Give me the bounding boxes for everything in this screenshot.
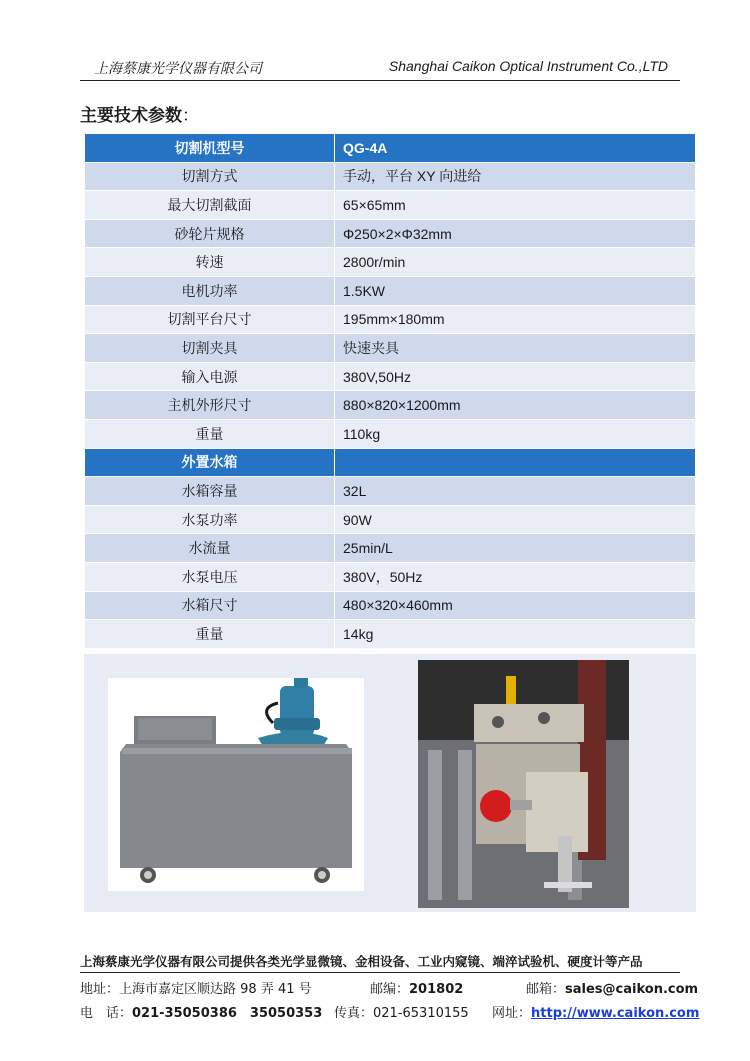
section-title-text: 主要技术参数: [80, 106, 182, 126]
table-row: [85, 334, 696, 363]
spec-label-cell: 最大切割截面: [85, 191, 335, 220]
spec-value-cell: 380V,50Hz: [335, 362, 696, 391]
spec-value-cell: 195mm×180mm: [335, 305, 696, 334]
table-row: [85, 362, 696, 391]
spec-value-cell: 880×820×1200mm: [335, 391, 696, 420]
web-label: 网址：: [492, 1006, 532, 1021]
table-row: [85, 591, 696, 620]
spec-value-cell: 14kg: [335, 620, 696, 649]
table-row: [85, 191, 696, 220]
section-title: [80, 101, 199, 126]
footer-address-row: [80, 975, 699, 997]
spec-label-cell: 重量: [85, 419, 335, 448]
spec-label-cell: 水泵功率: [85, 505, 335, 534]
email-group: [526, 978, 698, 997]
spec-label-cell: 砂轮片规格: [85, 219, 335, 248]
spec-value-cell: 25min/L: [335, 534, 696, 563]
water-tank-photo: [108, 678, 364, 891]
table-row: [85, 505, 696, 534]
spec-value-cell: 65×65mm: [335, 191, 696, 220]
table-row: [85, 620, 696, 649]
spec-label-cell: 切割机型号: [85, 134, 335, 163]
postcode-group: [370, 978, 463, 997]
spec-label-cell: 水泵电压: [85, 562, 335, 591]
header-company-en: Shanghai Caikon Optical Instrument Co.,LTD: [388, 58, 668, 74]
phone-label: 电 话：: [80, 1006, 133, 1021]
spec-value-cell: 110kg: [335, 419, 696, 448]
spec-label-cell: 转速: [85, 248, 335, 277]
spec-label-cell: 切割夹具: [85, 334, 335, 363]
page-footer: [80, 952, 700, 1021]
spec-label-cell: 电机功率: [85, 276, 335, 305]
header-company-cn: 上海蔡康光学仪器有限公司: [94, 61, 262, 77]
spec-label-cell: 主机外形尺寸: [85, 391, 335, 420]
spec-label-cell: 输入电源: [85, 362, 335, 391]
photo-area: [84, 654, 696, 912]
table-row: [85, 391, 696, 420]
footer-phone-row: [80, 999, 700, 1021]
clamp-photo: [418, 660, 629, 908]
spec-value-cell: 480×320×460mm: [335, 591, 696, 620]
table-subheader-row: [85, 448, 696, 477]
table-row: [85, 562, 696, 591]
page-header: [80, 56, 680, 81]
spec-label-cell: 切割方式: [85, 162, 335, 191]
spec-value-cell: 2800r/min: [335, 248, 696, 277]
spec-value-cell: 快速夹具: [335, 334, 696, 363]
table-row: [85, 162, 696, 191]
spec-value-cell: 90W: [335, 505, 696, 534]
spec-value-cell: [335, 448, 696, 477]
web-group: [492, 1002, 699, 1021]
email-value: sales@caikon.com: [565, 982, 699, 997]
section-title-colon: ：: [182, 106, 199, 126]
address-group: [80, 978, 312, 997]
email-label: 邮箱：: [526, 982, 566, 997]
postcode-label: 邮编：: [370, 982, 410, 997]
spec-label-cell: 切割平台尺寸: [85, 305, 335, 334]
spec-label-cell: 水箱容量: [85, 477, 335, 506]
phone-group: [80, 1002, 322, 1021]
spec-value-cell: Φ250×2×Φ32mm: [335, 219, 696, 248]
spec-value-cell: 32L: [335, 477, 696, 506]
table-row: [85, 305, 696, 334]
spec-value-cell: 380V，50Hz: [335, 562, 696, 591]
table-row: [85, 248, 696, 277]
fax-label: 传真：: [334, 1006, 374, 1021]
fax-value: 021-65310155: [373, 1006, 469, 1021]
address-value: 上海市嘉定区顺达路 98 弄 41 号: [119, 982, 312, 997]
table-header-row: [85, 134, 696, 163]
address-label: 地址：: [80, 982, 120, 997]
footer-tagline: 上海蔡康光学仪器有限公司提供各类光学显微镜、金相设备、工业内窥镜、端淬试验机、硬度计等产品: [80, 952, 680, 973]
table-row: [85, 477, 696, 506]
spec-label-cell: 水流量: [85, 534, 335, 563]
spec-label-cell: 外置水箱: [85, 448, 335, 477]
spec-value-cell: 1.5KW: [335, 276, 696, 305]
fax-group: [334, 1002, 469, 1021]
spec-table: [84, 133, 696, 649]
spec-label-cell: 水箱尺寸: [85, 591, 335, 620]
table-row: [85, 534, 696, 563]
table-row: [85, 276, 696, 305]
table-row: [85, 219, 696, 248]
website-link[interactable]: http://www.caikon.com: [531, 1006, 700, 1021]
spec-value-cell: QG-4A: [335, 134, 696, 163]
table-row: [85, 419, 696, 448]
postcode-value: 201802: [409, 982, 464, 997]
phone-value: 021-35050386 35050353: [132, 1006, 323, 1021]
spec-value-cell: 手动，平台 XY 向进给: [335, 162, 696, 191]
spec-label-cell: 重量: [85, 620, 335, 649]
